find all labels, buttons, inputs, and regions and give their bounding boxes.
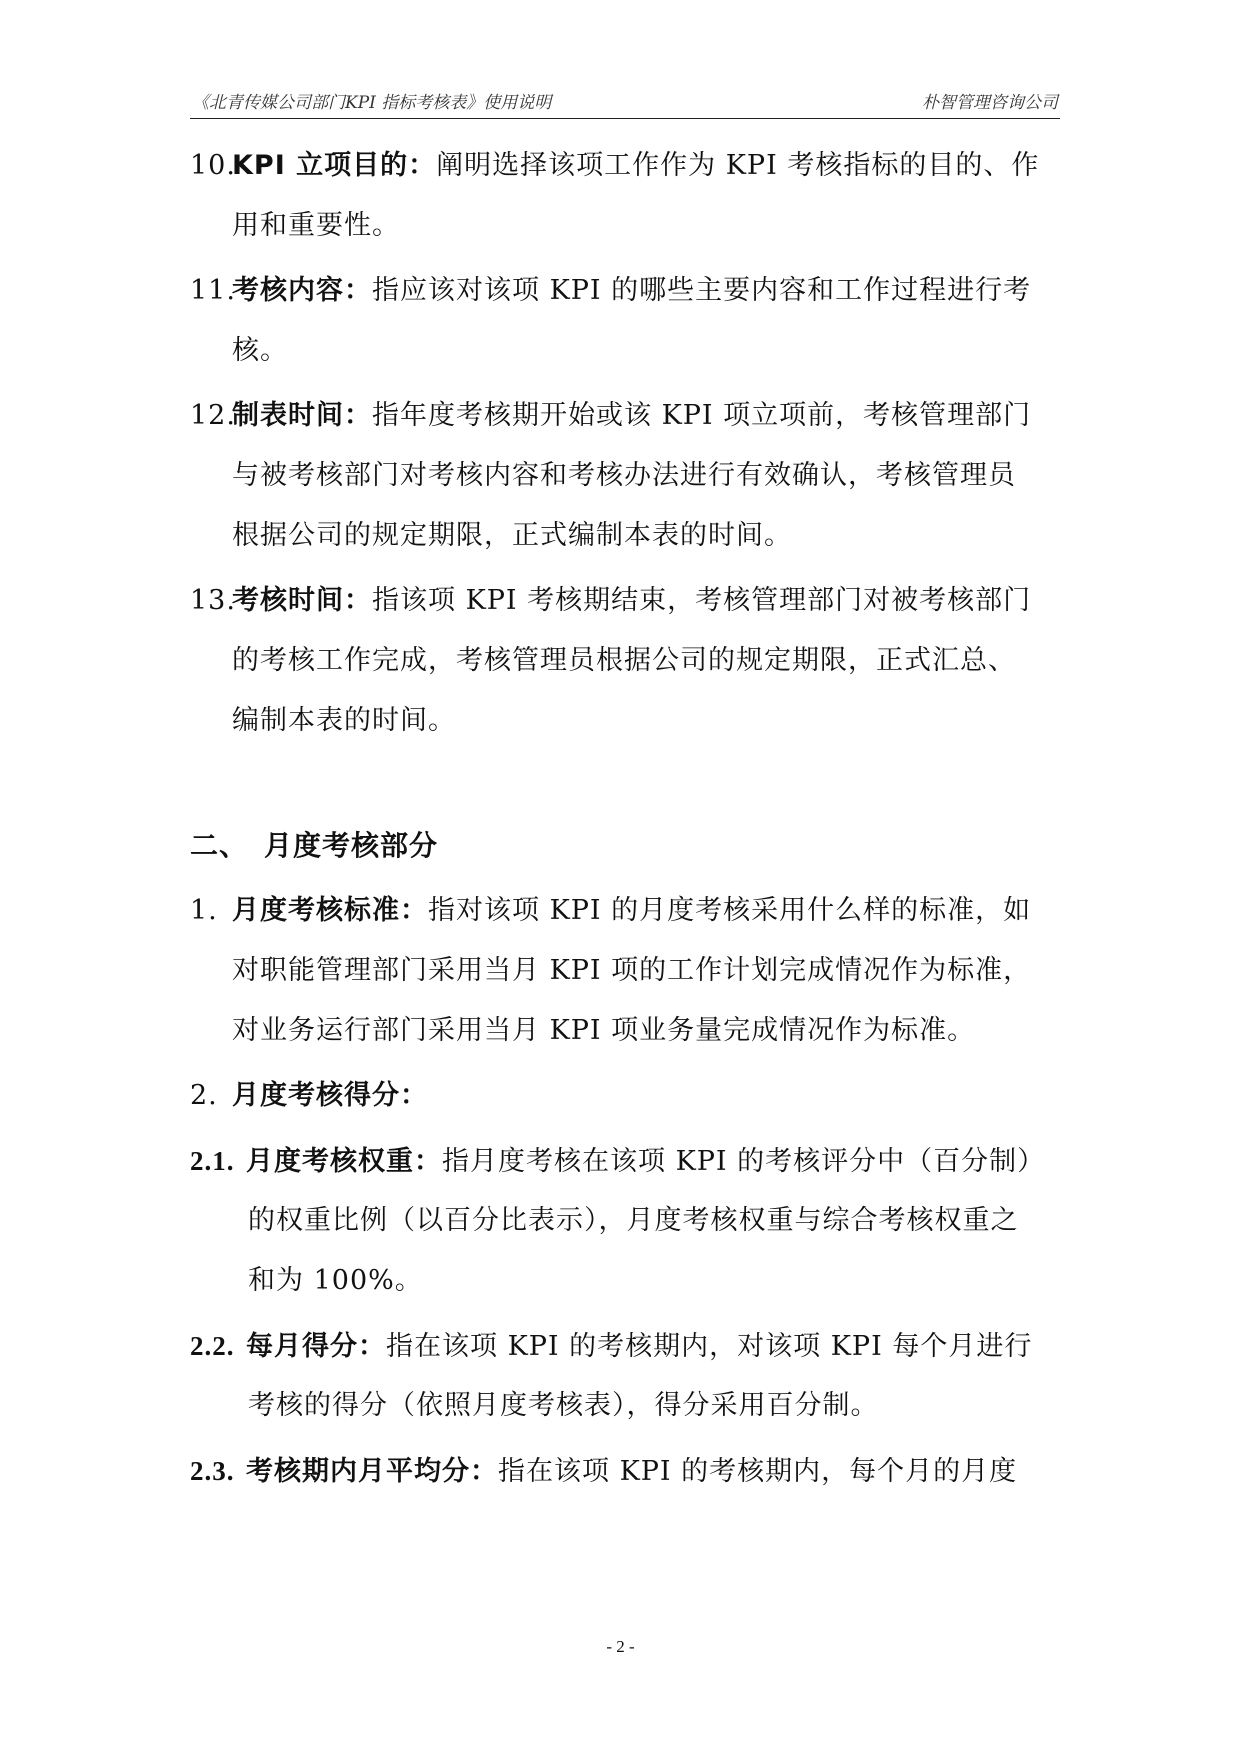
item-continuation: 根据公司的规定期限，正式编制本表的时间。 xyxy=(232,520,792,551)
item-text: 阐明选择该项工作作为 KPI 考核指标的目的、作 xyxy=(436,150,1040,181)
page-header xyxy=(190,84,1060,119)
section-index: 二、 xyxy=(190,829,249,862)
sub-item-number: 2.1. xyxy=(190,1146,235,1176)
item-continuation: 的考核工作完成，考核管理员根据公司的规定期限，正式汇总、 xyxy=(232,645,1016,676)
item-term: 考核内容： xyxy=(232,275,372,306)
item-term: 月度考核标准： xyxy=(232,895,428,926)
item-continuation: 对职能管理部门采用当月 KPI 项的工作计划完成情况作为标准， xyxy=(232,955,1032,986)
list-item xyxy=(190,893,1031,929)
item-number: 10. xyxy=(190,150,236,181)
sub-item xyxy=(190,1328,1032,1365)
item-term: 制表时间： xyxy=(232,400,372,431)
header-company: 朴智管理咨询公司 xyxy=(922,93,1058,113)
list-item xyxy=(190,1078,428,1114)
item-term: 考核时间： xyxy=(232,585,372,616)
item-text: 指对该项 KPI 的月度考核采用什么样的标准，如 xyxy=(428,895,1032,926)
item-text: 指在该项 KPI 的考核期内，对该项 KPI 每个月进行 xyxy=(386,1331,1033,1362)
item-text: 指应该对该项 KPI 的哪些主要内容和工作过程进行考 xyxy=(372,275,1032,306)
item-text: 指月度考核在该项 KPI 的考核评分中（百分制） xyxy=(442,1146,1046,1177)
item-text: 指该项 KPI 考核期结束，考核管理部门对被考核部门 xyxy=(372,585,1032,616)
item-number: 13. xyxy=(190,585,236,616)
item-continuation: 考核的得分（依照月度考核表），得分采用百分制。 xyxy=(248,1390,879,1421)
header-title: 《北青传媒公司部门KPI 指标考核表》使用说明 xyxy=(192,93,552,113)
item-continuation: 编制本表的时间。 xyxy=(232,705,456,736)
item-term: KPI 立项目的： xyxy=(232,150,437,181)
item-number: 11. xyxy=(190,275,236,306)
item-term: 月度考核权重： xyxy=(246,1146,442,1177)
list-item xyxy=(190,583,1031,619)
item-continuation: 对业务运行部门采用当月 KPI 项业务量完成情况作为标准。 xyxy=(232,1015,976,1046)
list-item xyxy=(190,148,1039,184)
section-heading xyxy=(190,828,438,864)
item-continuation: 用和重要性。 xyxy=(232,210,400,241)
list-item xyxy=(190,398,1031,434)
item-term: 月度考核得分： xyxy=(232,1080,428,1111)
list-item xyxy=(190,273,1031,309)
sub-item-number: 2.2. xyxy=(190,1331,235,1361)
item-continuation: 的权重比例（以百分比表示），月度考核权重与综合考核权重之 xyxy=(248,1205,1019,1236)
page-number: - 2 - xyxy=(606,1637,635,1656)
item-text: 指在该项 KPI 的考核期内，每个月的月度 xyxy=(498,1456,1018,1487)
sub-item-number: 2.3. xyxy=(190,1456,235,1486)
item-continuation: 与被考核部门对考核内容和考核办法进行有效确认，考核管理员 xyxy=(232,460,1016,491)
item-number: 2. xyxy=(190,1080,218,1111)
section-title: 月度考核部分 xyxy=(264,829,439,862)
item-number: 1. xyxy=(190,895,218,926)
item-continuation: 和为 100%。 xyxy=(248,1265,423,1296)
item-continuation: 核。 xyxy=(232,335,288,366)
sub-item xyxy=(190,1143,1045,1180)
item-number: 12. xyxy=(190,400,236,431)
item-text: 指年度考核期开始或该 KPI 项立项前，考核管理部门 xyxy=(372,400,1032,431)
item-term: 每月得分： xyxy=(246,1331,386,1362)
item-term: 考核期内月平均分： xyxy=(246,1456,498,1487)
sub-item xyxy=(190,1453,1017,1490)
